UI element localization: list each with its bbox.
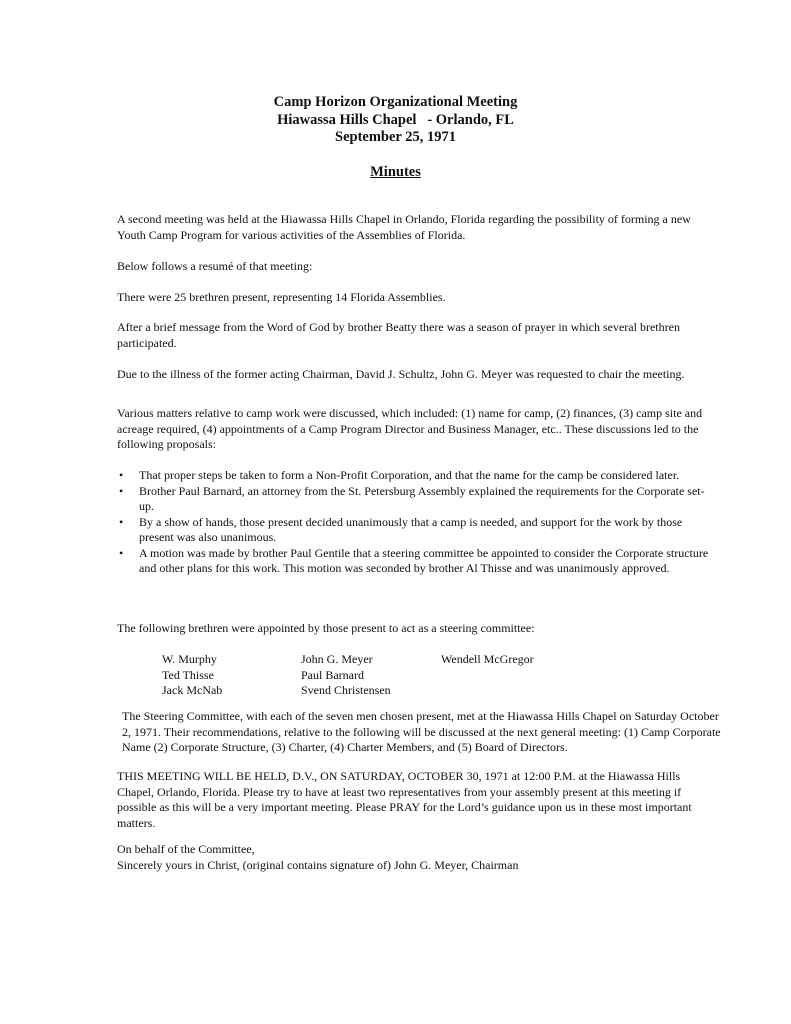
bullet-icon: • [119,545,124,560]
paragraph-prayer: After a brief message from the Word of God by brother Beatty there was a season of prayer in which several brethren participated. [117,320,680,350]
committee-member: John G. Meyer [301,652,373,666]
committee-column-2 [301,652,391,699]
committee-column-3 [441,652,534,668]
committee-member: W. Murphy [162,652,217,666]
header-location: Hiawassa Hills Chapel - Orlando, FL [277,111,514,128]
list-item [117,515,717,546]
paragraph-matters: Various matters relative to camp work were discussed, which included: (1) name for camp, (2) finances, (3) camp site and acreage required, (4) appointments of a Camp Program Director and Business Manager, etc.. These discussions led to the following proposals: [117,406,703,451]
signature-line: Sincerely yours in Christ, (original contains signature of) John G. Meyer, Chairman [117,857,519,872]
proposal-text: By a show of hands, those present decided unanimously that a camp is needed, and support for the work by those present was also unanimous. [139,514,683,544]
committee-member: Jack McNab [162,683,223,697]
bullet-icon: • [119,468,124,482]
bullet-icon: • [119,514,124,529]
minutes-heading: Minutes [370,164,421,180]
paragraph-attendance: There were 25 brethren present, representing 14 Florida Assemblies. [117,290,446,304]
paragraph-committee-intro: The following brethren were appointed by those present to act as a steering committee: [117,621,535,635]
committee-member: Wendell McGregor [441,652,534,666]
document-header [0,94,791,147]
committee-column-1 [162,652,222,699]
paragraph-steering-committee: The Steering Committee, with each of the seven men chosen present, met at the Hiawassa Hills Chapel on Saturday October 2, 1971. Their recommendations, relative to the following will be discussed at the next general meeting: (1) Camp Corporate Name (2) Corporate Structure, (3) Charter, (4) Charter Members, and (5) Board of Directors. [122,709,721,754]
paragraph-resume: Below follows a resumé of that meeting: [117,259,313,273]
proposal-text: That proper steps be taken to form a Non-Profit Corporation, and that the name for the camp be considered later. [139,468,680,482]
list-item [117,546,717,577]
header-meeting-title: Camp Horizon Organizational Meeting [273,94,518,110]
committee-member: Svend Christensen [301,683,391,697]
paragraph-chairman: Due to the illness of the former acting Chairman, David J. Schultz, John G. Meyer was requested to chair the meeting. [117,367,685,381]
list-item [117,468,717,484]
proposals-list [117,468,717,577]
closing-signature [117,842,717,873]
header-date: September 25, 1971 [335,129,456,145]
proposal-text: Brother Paul Barnard, an attorney from the St. Petersburg Assembly explained the requirements for the Corporate set-up. [139,483,705,513]
paragraph-next-meeting: THIS MEETING WILL BE HELD, D.V., ON SATURDAY, OCTOBER 30, 1971 at 12:00 P.M. at the Hiawassa Hills Chapel, Orlando, Florida. Please try to have at least two representatives from your assembly present at this meeting if possible as this will be a very important meeting. Please PRAY for the Lord’s guidance upon us in these most important matters. [117,769,692,830]
proposal-text: A motion was made by brother Paul Gentile that a steering committee be appointed to consider the Corporate structure and other plans for this work. This motion was seconded by brother Al Thisse and was unanimously approved. [139,545,709,575]
paragraph-intro: A second meeting was held at the Hiawassa Hills Chapel in Orlando, Florida regarding the possibility of forming a new Youth Camp Program for various activities of the Assemblies of Florida. [117,212,691,242]
committee-member: Ted Thisse [162,667,214,682]
list-item [117,484,717,515]
closing-line: On behalf of the Committee, [117,842,255,856]
bullet-icon: • [119,483,124,498]
committee-member: Paul Barnard [301,667,364,682]
